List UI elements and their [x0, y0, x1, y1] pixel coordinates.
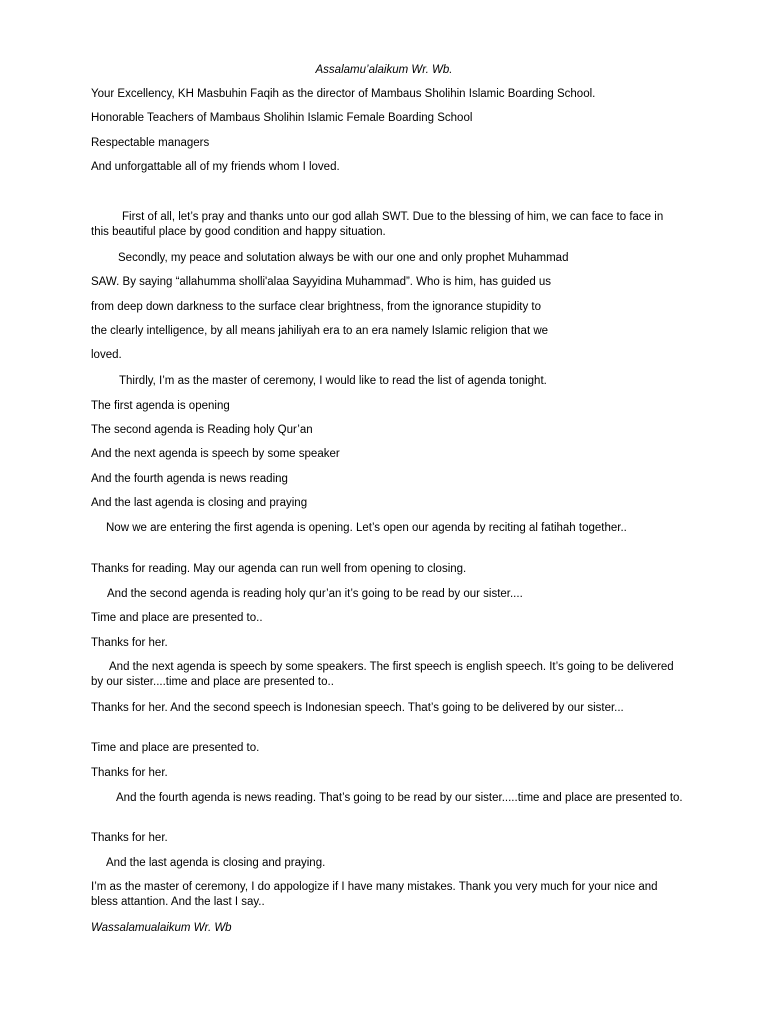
farewell-line: Wassalamualaikum Wr. Wb — [91, 922, 232, 934]
thanks-her-line: Thanks for her. — [91, 832, 168, 844]
agenda-item: And the last agenda is closing and praying — [91, 497, 308, 509]
time-place-line: Time and place are presented to.. — [91, 612, 263, 624]
speech-english-paragraph: And the next agenda is speech by some speakers. The first speech is english speech. It’s going to be delivered by our sister....time and place are presented to.. — [91, 661, 674, 688]
thanks-her-line: Thanks for her. — [91, 637, 168, 649]
agenda-item: And the fourth agenda is news reading — [91, 473, 288, 485]
paragraph-second-line: the clearly intelligence, by all means jahiliyah era to an era namely Islamic religion that we — [91, 325, 549, 337]
news-paragraph: And the fourth agenda is news reading. That’s going to be read by our sister.....time and place are presented to. — [116, 792, 683, 804]
paragraph-second-line: Secondly, my peace and solutation always be with our one and only prophet Muhammad — [118, 252, 569, 264]
paragraph-second-line: loved. — [91, 349, 122, 361]
thanks-reading-line: Thanks for reading. May our agenda can run well from opening to closing. — [91, 563, 467, 575]
time-place-line: Time and place are presented to. — [91, 742, 260, 754]
agenda-item: The first agenda is opening — [91, 400, 230, 412]
paragraph-second-line: SAW. By saying “allahumma sholli'alaa Sayyidina Muhammad”. Who is him, has guided us — [91, 276, 552, 288]
address-line: Respectable managers — [91, 137, 210, 149]
address-line: Your Excellency, KH Masbuhin Faqih as the director of Mambaus Sholihin Islamic Boarding School. — [91, 88, 596, 100]
thanks-her-line: Thanks for her. — [91, 767, 168, 779]
paragraph-third: Thirdly, I’m as the master of ceremony, I would like to read the list of agenda tonight. — [119, 375, 547, 387]
speech-indonesian-paragraph: Thanks for her. And the second speech is Indonesian speech. That’s going to be delivered by our sister... — [91, 702, 624, 714]
opening-paragraph: Now we are entering the first agenda is opening. Let’s open our agenda by reciting al fatihah together.. — [106, 522, 627, 534]
paragraph-first: First of all, let’s pray and thanks unto our god allah SWT. Due to the blessing of him, we can face to face in this beautiful place by good condition and happy situation. — [91, 211, 664, 238]
address-line: Honorable Teachers of Mambaus Sholihin Islamic Female Boarding School — [91, 112, 473, 124]
apology-paragraph: I’m as the master of ceremony, I do appologize if I have many mistakes. Thank you very much for your nice and bless attantion. And the last I say.. — [91, 881, 658, 908]
agenda-item: The second agenda is Reading holy Qur’an — [91, 424, 313, 436]
address-line: And unforgattable all of my friends whom I loved. — [91, 161, 340, 173]
agenda-item: And the next agenda is speech by some speaker — [91, 448, 340, 460]
paragraph-second-line: from deep down darkness to the surface clear brightness, from the ignorance stupidity to — [91, 301, 542, 313]
closing-line: And the last agenda is closing and praying. — [106, 857, 326, 869]
second-agenda-line: And the second agenda is reading holy qur’an it’s going to be read by our sister.... — [107, 588, 523, 600]
greeting-heading: Assalamu’alaikum Wr. Wb. — [315, 64, 453, 76]
